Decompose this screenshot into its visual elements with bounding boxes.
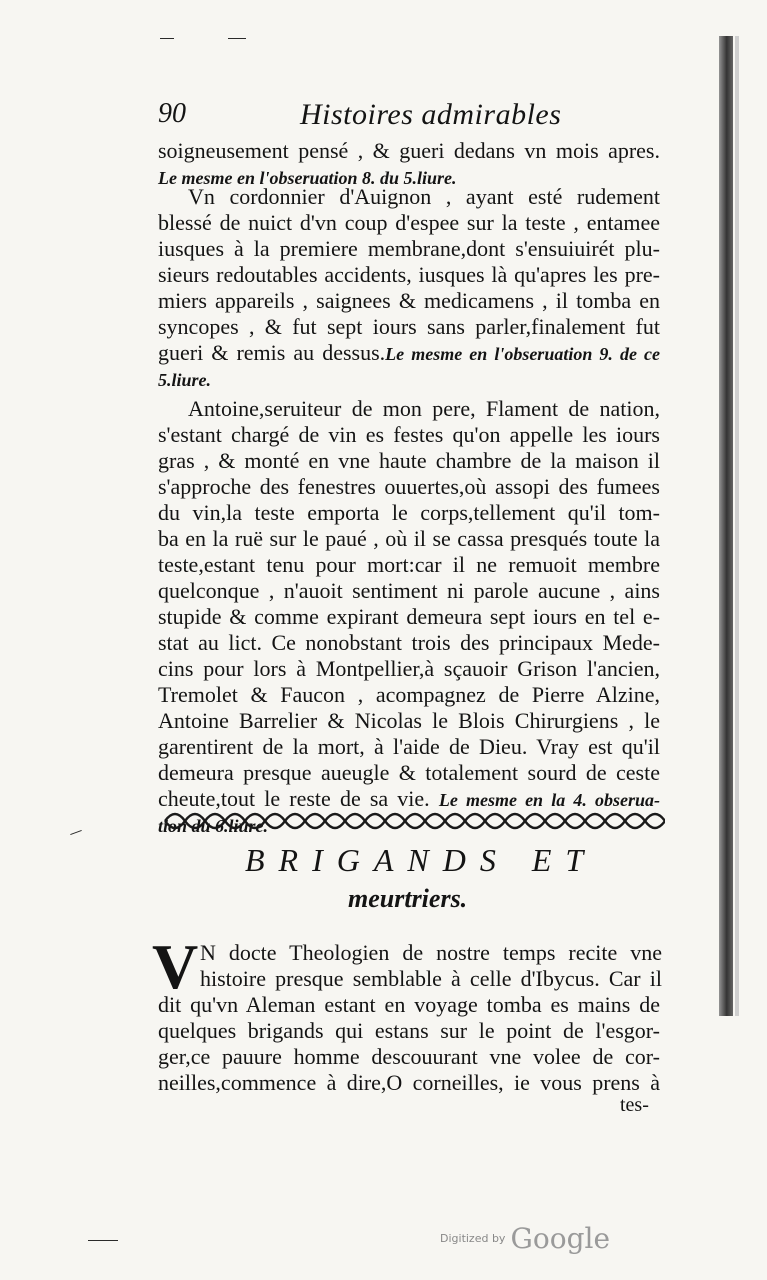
text-line: stupide & comme expirant demeura sept iours en tel e-	[158, 604, 660, 629]
text-line: N docte Theologien de nostre temps recite vne	[200, 940, 662, 965]
text-line: ger,ce pauure homme descouurant vne volee de cor-	[158, 1044, 660, 1069]
ink-speck	[160, 38, 174, 39]
text-line: histoire presque semblable à celle d'Ibycus. Car il	[200, 966, 662, 991]
paragraph-cordonnier	[158, 184, 660, 392]
marginal-reference: 5.liure.	[158, 370, 212, 390]
text-line: neilles,commence à dire,O corneilles, ie vous prens à	[158, 1070, 660, 1095]
page-header	[158, 98, 658, 138]
page-edge-shadow	[719, 36, 733, 1016]
text-line: Antoine Barrelier & Nicolas le Blois Chirurgiens , le	[158, 708, 660, 733]
ornamental-band	[160, 806, 665, 836]
section-heading: BRIGANDS ET	[245, 842, 598, 878]
text-line: syncopes , & fut sept iours sans parler,finalement fut	[158, 314, 660, 339]
text-fragment: cheute,tout le reste de sa vie.	[158, 786, 430, 811]
section-paragraph	[158, 992, 660, 1096]
text-line: soigneusement pensé , & gueri dedans vn mois apres.	[158, 138, 660, 163]
paragraph-antoine	[158, 396, 660, 838]
text-line: du vin,la teste emporta le corps,tellement qu'il tom-	[158, 500, 660, 525]
ink-speck	[70, 830, 82, 835]
text-fragment: gueri & remis au dessus.	[158, 340, 386, 365]
drop-capital: V	[152, 931, 199, 1002]
text-line: teste,estant tenu pour mort:car il ne remuoit membre	[158, 552, 660, 577]
text-line: quelconque , n'auoit sentiment ni parole aucune , ains	[158, 578, 660, 603]
text-line: stat au lict. Ce nonobstant trois des principaux Mede-	[158, 630, 660, 655]
text-line: Tremolet & Faucon , acompagnez de Pierre Alzine,	[158, 682, 660, 707]
ink-speck	[228, 38, 246, 39]
marginal-reference: Le mesme en l'obseruation 9. de ce	[385, 344, 660, 364]
text-line: Antoine,seruiteur de mon pere, Flament de nation,	[188, 396, 660, 421]
running-title: Histoires admirables	[300, 98, 562, 131]
marginal-reference: tion du 6.liure.	[158, 816, 269, 836]
page-edge-highlight	[735, 36, 739, 1016]
text-line: blessé de nuict d'vn coup d'espee sur la teste , entamee	[158, 210, 660, 235]
text-line: s'estant chargé de vin es festes qu'on appelle les iours	[158, 422, 660, 447]
text-line: cins pour lors à Montpellier,à sçauoir Grison l'ancien,	[158, 656, 660, 681]
marginal-reference: Le mesme en l'obseruation 8. du 5.liure.	[158, 168, 457, 188]
text-line: iusques à la premiere membrane,dont s'ensuiuirét plu-	[158, 236, 660, 261]
paragraph-continuation	[158, 138, 660, 190]
text-line: miers appareils , saignees & medicamens , il tomba en	[158, 288, 660, 313]
page-number: 90	[158, 98, 186, 129]
section-paragraph-first-lines	[200, 940, 662, 992]
digitized-label: Digitized by	[440, 1232, 506, 1245]
catchword: tes-	[620, 1094, 649, 1116]
text-line: sieurs redoutables accidents, iusques là qu'apres les pre-	[158, 262, 660, 287]
text-line: dit qu'vn Aleman estant en voyage tomba es mains de	[158, 992, 660, 1017]
text-line: Vn cordonnier d'Auignon , ayant esté rudement	[188, 184, 660, 209]
text-line: s'approche des fenestres ouuertes,où assopi des fumees	[158, 474, 660, 499]
text-line	[158, 366, 660, 392]
text-line: demeura presque aueugle & totalement sourd de ceste	[158, 760, 660, 785]
text-line: ba en la ruë sur le paué , où il se cassa presqués toute la	[158, 526, 660, 551]
text-line: gras , & monté en vne haute chambre de la maison il	[158, 448, 660, 473]
text-line	[158, 340, 660, 366]
digitization-watermark	[440, 1222, 610, 1255]
google-logo: Google	[510, 1222, 611, 1255]
section-subheading: meurtriers.	[348, 884, 468, 913]
ink-speck	[88, 1240, 118, 1241]
text-line: quelques brigands qui estans sur le point de l'esgor-	[158, 1018, 660, 1043]
marginal-reference: Le mesme en la 4. obserua-	[438, 790, 660, 810]
text-line: garentirent de la mort, à l'aide de Dieu. Vray est qu'il	[158, 734, 660, 759]
